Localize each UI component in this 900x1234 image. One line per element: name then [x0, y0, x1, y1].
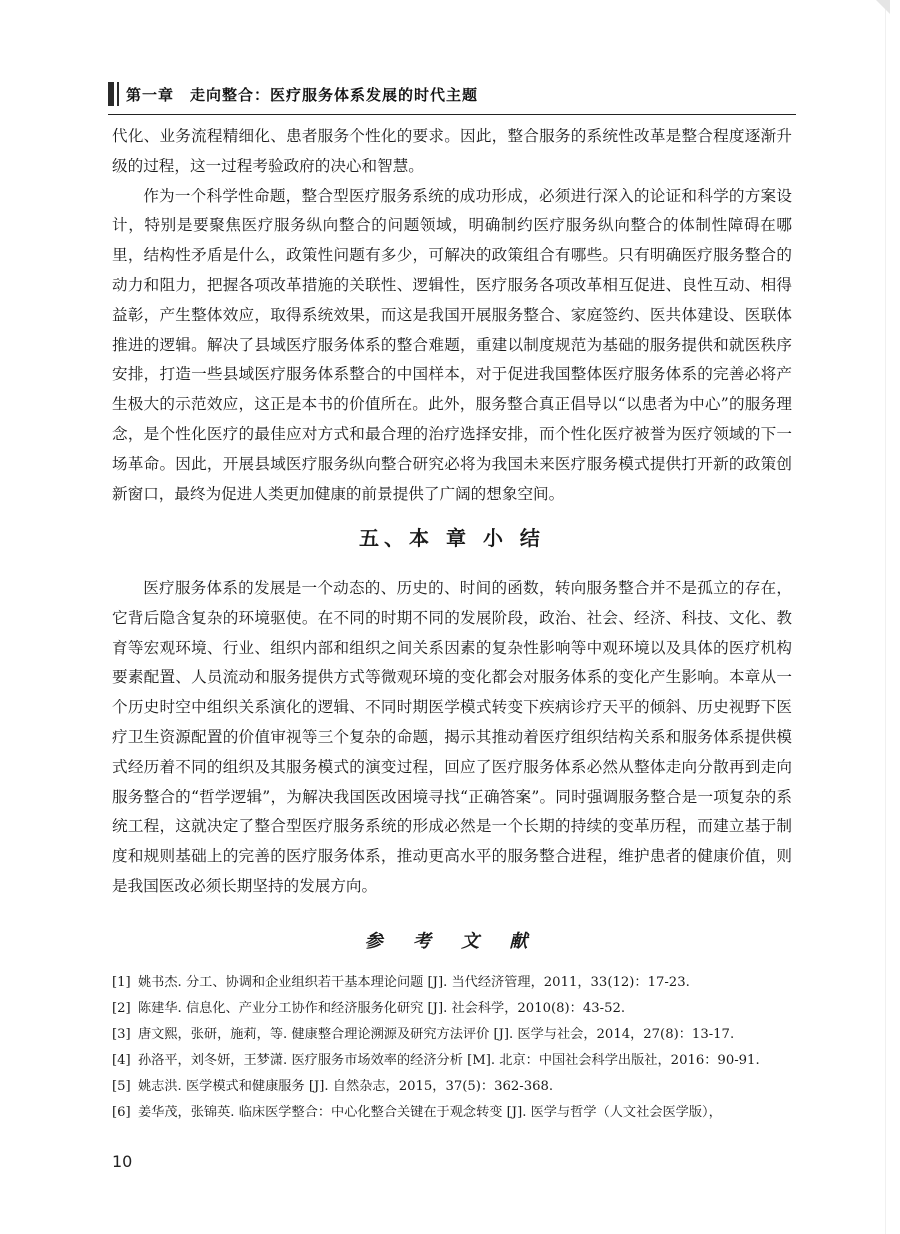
reference-item [112, 1048, 802, 1074]
reference-text: 姜华茂，张锦英. 临床医学整合：中心化整合关键在于观念转变 [J]. 医学与哲学（人文社会医学版）， [138, 1105, 722, 1120]
reference-text: 姚志洪. 医学模式和健康服务 [J]. 自然杂志，2015，37(5)：362-368. [138, 1079, 554, 1094]
reference-number: [2] [112, 1001, 131, 1016]
reference-number: [1] [112, 975, 131, 990]
chapter-title: 第一章 走向整合：医疗服务体系发展的时代主题 [126, 86, 479, 104]
section-body [112, 574, 792, 902]
paragraph: 作为一个科学性命题，整合型医疗服务系统的成功形成，必须进行深入的论证和科学的方案设计，特别是要聚焦医疗服务纵向整合的问题领域，明确制约医疗服务纵向整合的体制性障碍在哪里，结构性矛盾是什么，政策性问题有多少，可解决的政策组合有哪些。只有明确医疗服务整合的动力和阻力，把握各项改革措施的关联性、逻辑性，医疗服务各项改革相互促进、良性互动、相得益彰，产生整体效应，取得系统效果，而这是我国开展服务整合、家庭签约、医共体建设、医联体推进的逻辑。解决了县域医疗服务体系的整合难题，重建以制度规范为基础的服务提供和就医秩序安排，打造一些县域医疗服务体系整合的中国样本，对于促进我国整体医疗服务体系的完善必将产生极大的示范效应，这正是本书的价值所在。此外，服务整合真正倡导以“以患者为中心”的服务理念，是个性化医疗的最佳应对方式和最合理的治疗选择安排，而个性化医疗被誉为医疗领域的下一场革命。因此，开展县域医疗服务纵向整合研究必将为我国未来医疗服务模式提供打开新的政策创新窗口，最终为促进人类更加健康的前景提供了广阔的想象空间。 [112, 186, 792, 503]
page-edge-line [885, 0, 886, 1234]
reference-number: [3] [112, 1027, 131, 1042]
reference-text: 孙洛平，刘冬妍，王梦潇. 医疗服务市场效率的经济分析 [M]. 北京：中国社会科学出版社，2016：90-91. [138, 1053, 760, 1068]
reference-item [112, 1100, 802, 1126]
summary-paragraph: 医疗服务体系的发展是一个动态的、历史的、时间的函数，转向服务整合并不是孤立的存在，它背后隐含复杂的环境驱使。在不同的时期不同的发展阶段，政治、社会、经济、科技、文化、教育等宏观环境、行业、组织内部和组织之间关系因素的复杂性影响等中观环境以及具体的医疗机构要素配置、人员流动和服务提供方式等微观环境的变化都会对服务体系的变化产生影响。本章从一个历史时空中组织关系演化的逻辑、不同时期医学模式转变下疾病诊疗天平的倾斜、历史视野下医疗卫生资源配置的价值审视等三个复杂的命题，揭示其推动着医疗组织结构关系和服务体系提供模式经历着不同的组织及其服务模式的演变过程，回应了医疗服务体系必然从整体走向分散再到走向服务整合的“哲学逻辑”，为解决我国医改困境寻找“正确答案”。同时强调服务整合是一项复杂的系统工程，这就决定了整合型医疗服务系统的形成必然是一个长期的持续的变革历程，而建立基于制度和规则基础上的完善的医疗服务体系，推动更高水平的服务整合进程，维护患者的健康价值，则是我国医改必须长期坚持的发展方向。 [112, 579, 792, 895]
reference-item [112, 1022, 802, 1048]
reference-text: 唐文熙，张研，施莉，等. 健康整合理论溯源及研究方法评价 [J]. 医学与社会，2014，27(8)：13-17. [138, 1027, 735, 1042]
references-list [112, 970, 802, 1126]
body-text [112, 122, 792, 509]
running-header [108, 74, 796, 115]
reference-item [112, 1074, 802, 1100]
reference-number: [5] [112, 1079, 131, 1094]
header-bar-thick [108, 82, 114, 106]
header-bar-thin [117, 82, 119, 106]
reference-text: 陈建华. 信息化、产业分工协作和经济服务化研究 [J]. 社会科学，2010(8)：43-52. [138, 1001, 626, 1016]
section-heading: 五、本 章 小 结 [359, 526, 545, 550]
reference-text: 姚书杰. 分工、协调和企业组织若干基本理论问题 [J]. 当代经济管理，2011，33(12)：17-23. [138, 975, 690, 990]
page-number: 10 [112, 1152, 133, 1171]
corner-mark [876, 0, 890, 14]
reference-number: [6] [112, 1105, 131, 1120]
reference-number: [4] [112, 1053, 131, 1068]
paragraph-continued: 代化、业务流程精细化、患者服务个性化的要求。因此，整合服务的系统性改革是整合程度逐渐升级的过程，这一过程考验政府的决心和智慧。 [112, 127, 792, 175]
reference-item [112, 996, 802, 1022]
reference-item [112, 970, 802, 996]
references-heading: 参 考 文 献 [364, 931, 540, 952]
